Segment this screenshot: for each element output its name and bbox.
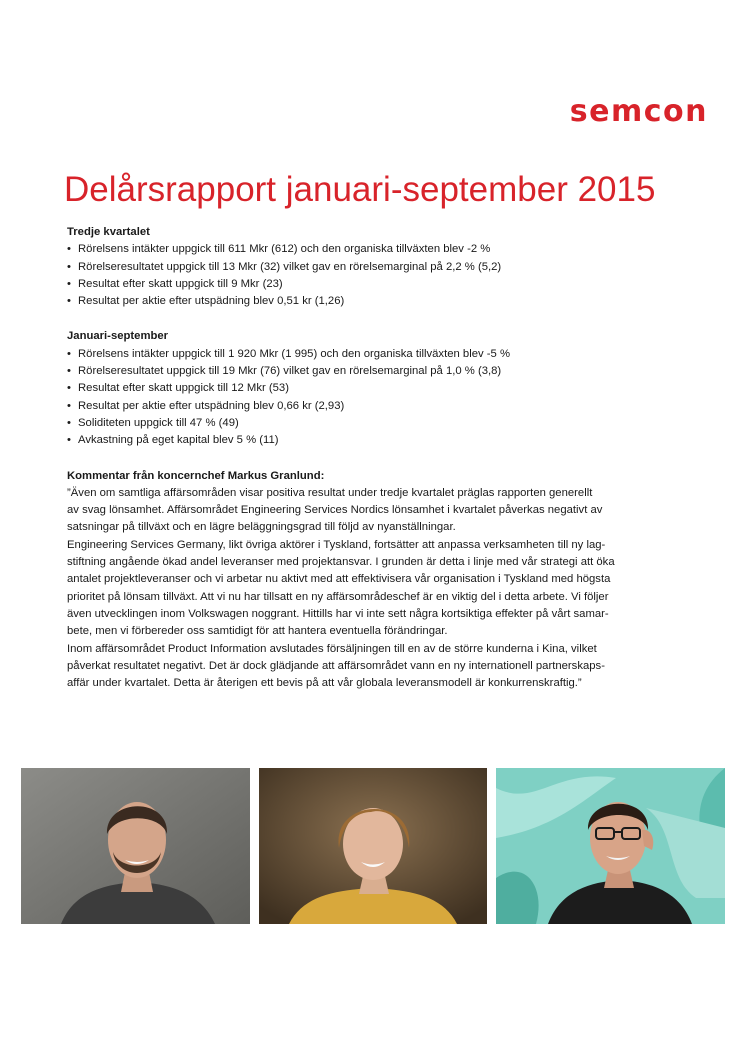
list-item: • Avkastning på eget kapital blev 5 % (11) <box>67 432 677 449</box>
comment-line: antalet projektleveranser och vi arbetar nu aktivt med att effektivisera vår organisation i Tyskland med högsta <box>67 573 611 586</box>
portrait-photo-1 <box>21 768 250 924</box>
portrait-photo-2 <box>259 768 487 924</box>
comment-line: ”Även om samtliga affärsområden visar positiva resultat under tredje kvartalet präglas rapporten generellt <box>67 486 593 499</box>
comment-line: bete, men vi förbereder oss samtidigt för att hantera eventuella förändringar. <box>67 625 448 638</box>
comment-line: prioritet på lönsam tillväxt. Att vi nu har tillsatt en ny affärsområdeschef är en viktig del i detta arbete. Vi följer <box>67 590 609 603</box>
list-item: • Resultat efter skatt uppgick till 9 Mkr (23) <box>67 276 677 293</box>
list-item: • Resultat per aktie efter utspädning blev 0,51 kr (1,26) <box>67 293 677 310</box>
list-item: • Rörelseresultatet uppgick till 19 Mkr (76) vilket gav en rörelsemarginal på 1,0 % (3,8) <box>67 363 677 380</box>
comment-line: påverkat resultatet negativt. Det är dock glädjande att affärsområdet vann en ny internationell partnerskaps- <box>67 659 605 672</box>
list-item: • Resultat per aktie efter utspädning blev 0,66 kr (2,93) <box>67 398 677 415</box>
ytd-heading: Januari-september <box>67 330 169 343</box>
comment-line: Engineering Services Germany, likt övriga aktörer i Tyskland, fortsätter att anpassa verksamheten till ny lag- <box>67 538 606 551</box>
report-body <box>67 224 677 692</box>
ceo-comment-heading: Kommentar från koncernchef Markus Granlund: <box>67 469 325 482</box>
list-item: • Rörelseresultatet uppgick till 13 Mkr (32) vilket gav en rörelsemarginal på 2,2 % (5,2) <box>67 259 677 276</box>
list-item: • Resultat efter skatt uppgick till 12 Mkr (53) <box>67 380 677 397</box>
photo-row <box>0 768 746 924</box>
comment-line: av svag lönsamhet. Affärsområdet Engineering Services Nordics lönsamhet i kvartalet påverkas negativt av <box>67 504 603 517</box>
comment-line: stiftning angående ökad andel leveranser med projektansvar. I grunden är detta i linje med vår strategi att öka <box>67 556 615 569</box>
comment-line: affär under kvartalet. Detta är återigen ett bevis på att vår globala leveransmodell är konkurrenskraftig.” <box>67 677 582 690</box>
list-item: • Rörelsens intäkter uppgick till 1 920 Mkr (1 995) och den organiska tillväxten blev -5 % <box>67 346 677 363</box>
comment-line: satsningar på tillväxt och en lägre beläggningsgrad till följd av nyanställningar. <box>67 521 456 534</box>
page-title: Delårsrapport januari-september 2015 <box>64 170 656 209</box>
ceo-comment <box>67 485 677 693</box>
q3-heading: Tredje kvartalet <box>67 226 150 238</box>
ytd-list <box>67 346 677 450</box>
list-item: • Soliditeten uppgick till 47 % (49) <box>67 415 677 432</box>
portrait-photo-3 <box>496 768 725 924</box>
q3-list <box>67 241 677 310</box>
list-item: • Rörelsens intäkter uppgick till 611 Mkr (612) och den organiska tillväxten blev -2 % <box>67 241 677 258</box>
semcon-logo: semcon <box>569 94 708 129</box>
comment-line: även utvecklingen inom Volkswagen noggrant. Hittills har vi inte sett några kortsiktiga effekter på vårt samar- <box>67 607 609 620</box>
comment-line: Inom affärsområdet Product Information avslutades försäljningen till en av de större kunderna i Kina, vilket <box>67 642 597 655</box>
